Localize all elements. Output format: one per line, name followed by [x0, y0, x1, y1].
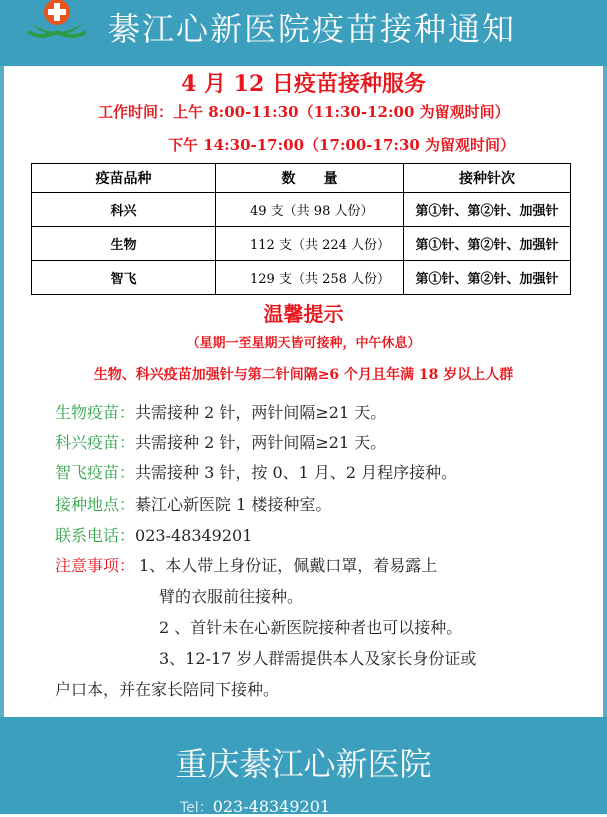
footer-banner [0, 717, 607, 814]
hospital-name: 重庆綦江心新医院 [175, 745, 432, 783]
tel-label: Tel： [180, 800, 213, 816]
vaccine-name-cell: 智飞 [32, 261, 216, 295]
left-border [0, 0, 4, 814]
note3-line2: 户口本，并在家长陪同下接种。 [55, 680, 280, 699]
kexing-label: 科兴疫苗： [55, 433, 136, 452]
table-row [32, 261, 571, 295]
note3-line1: 3、12-17 岁人群需提供本人及家长身份证或 [159, 649, 477, 668]
right-border [603, 0, 607, 814]
column-header: 疫苗品种 [32, 164, 216, 193]
zhifei-label: 智飞疫苗： [55, 463, 136, 482]
column-header: 接种针次 [404, 164, 571, 193]
table-row [32, 193, 571, 227]
hours-morning: 工作时间：上午 8:00-11:30（11:30-12:00 为留观时间） [98, 103, 510, 121]
hospital-logo-icon [22, 0, 92, 38]
info-zhifei [55, 460, 457, 483]
zhifei-text: 共需接种 3 针，按 0、1 月、2 月程序接种。 [135, 463, 458, 482]
tel-number: 023-48349201 [212, 797, 331, 816]
footer-phone [180, 797, 330, 817]
note1-line1: 1、本人带上身份证，佩戴口罩，着易露上 [139, 556, 438, 575]
dose-cell: 第①针、第②针、加强针 [404, 227, 571, 261]
location-label: 接种地点： [55, 495, 136, 514]
page-title: 綦江心新医院疫苗接种通知 [108, 10, 517, 48]
booster-note: 生物、科兴疫苗加强针与第二针间隔≥6 个月且年满 18 岁以上人群 [93, 367, 514, 383]
quantity-cell: 112 支（共 224 人份） [216, 227, 404, 261]
vaccine-table [31, 163, 571, 295]
hours-afternoon: 下午 14:30-17:00（17:00-17:30 为留观时间） [168, 136, 516, 154]
column-header: 数 量 [216, 164, 404, 193]
dose-cell: 第①针、第②针、加强针 [404, 261, 571, 295]
phone-label: 联系电话： [55, 526, 136, 545]
info-phone [55, 523, 252, 546]
kexing-text: 共需接种 2 针，两针间隔≥21 天。 [135, 433, 387, 452]
dose-cell: 第①针、第②针、加强针 [404, 193, 571, 227]
phone-text: 023-48349201 [135, 526, 253, 545]
quantity-cell: 49 支（共 98 人份） [216, 193, 404, 227]
header-banner [0, 0, 607, 66]
info-shengwu [55, 400, 386, 423]
vaccine-name-cell: 生物 [32, 227, 216, 261]
note1-line2: 臂的衣服前往接种。 [159, 587, 304, 606]
shengwu-text: 共需接种 2 针，两针间隔≥21 天。 [135, 403, 387, 422]
tips-subtitle: （星期一至星期天皆可接种，中午休息） [186, 336, 421, 351]
tips-title: 温馨提示 [263, 302, 344, 326]
note2: 2 、首针未在心新医院接种者也可以接种。 [159, 618, 463, 637]
table-header-row [32, 164, 571, 193]
service-title: 4 月 12 日疫苗接种服务 [181, 71, 426, 97]
shengwu-label: 生物疫苗： [55, 403, 136, 422]
info-notes [55, 553, 437, 576]
table-row [32, 227, 571, 261]
vaccine-name-cell: 科兴 [32, 193, 216, 227]
info-location [55, 492, 331, 515]
location-text: 綦江心新医院 1 楼接种室。 [135, 495, 332, 514]
info-kexing [55, 430, 386, 453]
notes-label: 注意事项： [55, 556, 136, 575]
quantity-cell: 129 支（共 258 人份） [216, 261, 404, 295]
